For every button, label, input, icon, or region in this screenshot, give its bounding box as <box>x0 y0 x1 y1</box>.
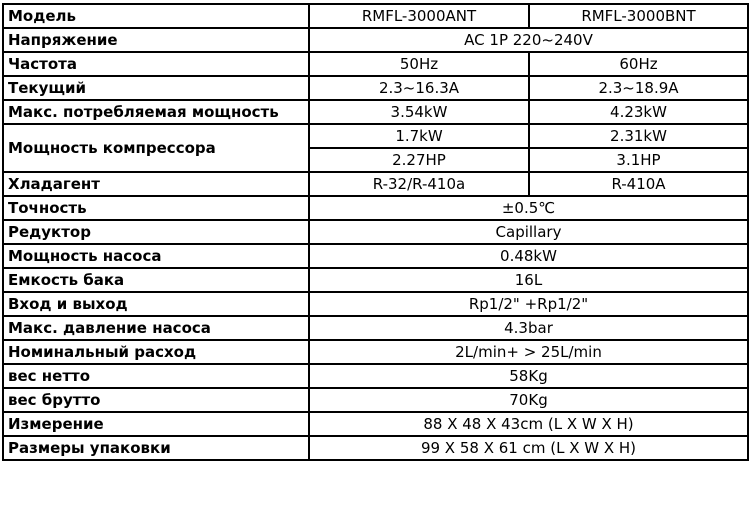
row-value: 2L/min+ > 25L/min <box>309 340 748 364</box>
table-row <box>3 412 748 436</box>
row-value: 50Hz <box>309 52 529 76</box>
row-label: вес брутто <box>3 388 309 412</box>
row-label: Хладагент <box>3 172 309 196</box>
table-row <box>3 316 748 340</box>
row-label: Емкость бака <box>3 268 309 292</box>
table-row <box>3 196 748 220</box>
row-value: 3.1HP <box>529 148 748 172</box>
row-label: Измерение <box>3 412 309 436</box>
row-value: 99 X 58 X 61 cm (L X W X H) <box>309 436 748 460</box>
row-label: Частота <box>3 52 309 76</box>
table-row <box>3 100 748 124</box>
row-label: Мощность насоса <box>3 244 309 268</box>
model-name: RMFL-3000BNT <box>529 4 748 28</box>
table-row <box>3 4 748 28</box>
row-value: AC 1P 220~240V <box>309 28 748 52</box>
row-value: 2.31kW <box>529 124 748 148</box>
table-row <box>3 28 748 52</box>
table-row <box>3 172 748 196</box>
table-row <box>3 124 748 148</box>
table-row <box>3 52 748 76</box>
row-value: R-32/R-410a <box>309 172 529 196</box>
row-label: Номинальный расход <box>3 340 309 364</box>
row-label: Макс. потребляемая мощность <box>3 100 309 124</box>
table-row <box>3 220 748 244</box>
row-value: R-410A <box>529 172 748 196</box>
row-value: 60Hz <box>529 52 748 76</box>
row-label: Макс. давление насоса <box>3 316 309 340</box>
row-value: 58Kg <box>309 364 748 388</box>
row-value: 16L <box>309 268 748 292</box>
row-label: Редуктор <box>3 220 309 244</box>
row-value: 4.3bar <box>309 316 748 340</box>
row-label: вес нетто <box>3 364 309 388</box>
row-value: 2.27HP <box>309 148 529 172</box>
table-row <box>3 364 748 388</box>
row-label: Размеры упаковки <box>3 436 309 460</box>
row-value: Capillary <box>309 220 748 244</box>
row-value: ±0.5℃ <box>309 196 748 220</box>
model-name: RMFL-3000ANT <box>309 4 529 28</box>
table-row <box>3 292 748 316</box>
row-label: Текущий <box>3 76 309 100</box>
row-value: 0.48kW <box>309 244 748 268</box>
row-label: Точность <box>3 196 309 220</box>
row-label: Мощность компрессора <box>3 124 309 172</box>
row-value: 2.3~16.3A <box>309 76 529 100</box>
spec-table <box>2 3 749 461</box>
row-value: 3.54kW <box>309 100 529 124</box>
row-value: 70Kg <box>309 388 748 412</box>
table-row <box>3 340 748 364</box>
header-label: Модель <box>3 4 309 28</box>
table-row <box>3 388 748 412</box>
table-row <box>3 436 748 460</box>
row-label: Вход и выход <box>3 292 309 316</box>
table-row <box>3 244 748 268</box>
row-value: 2.3~18.9A <box>529 76 748 100</box>
row-value: Rp1/2" +Rp1/2" <box>309 292 748 316</box>
table-row <box>3 268 748 292</box>
row-value: 88 X 48 X 43cm (L X W X H) <box>309 412 748 436</box>
row-value: 4.23kW <box>529 100 748 124</box>
row-label: Напряжение <box>3 28 309 52</box>
table-row <box>3 76 748 100</box>
row-value: 1.7kW <box>309 124 529 148</box>
